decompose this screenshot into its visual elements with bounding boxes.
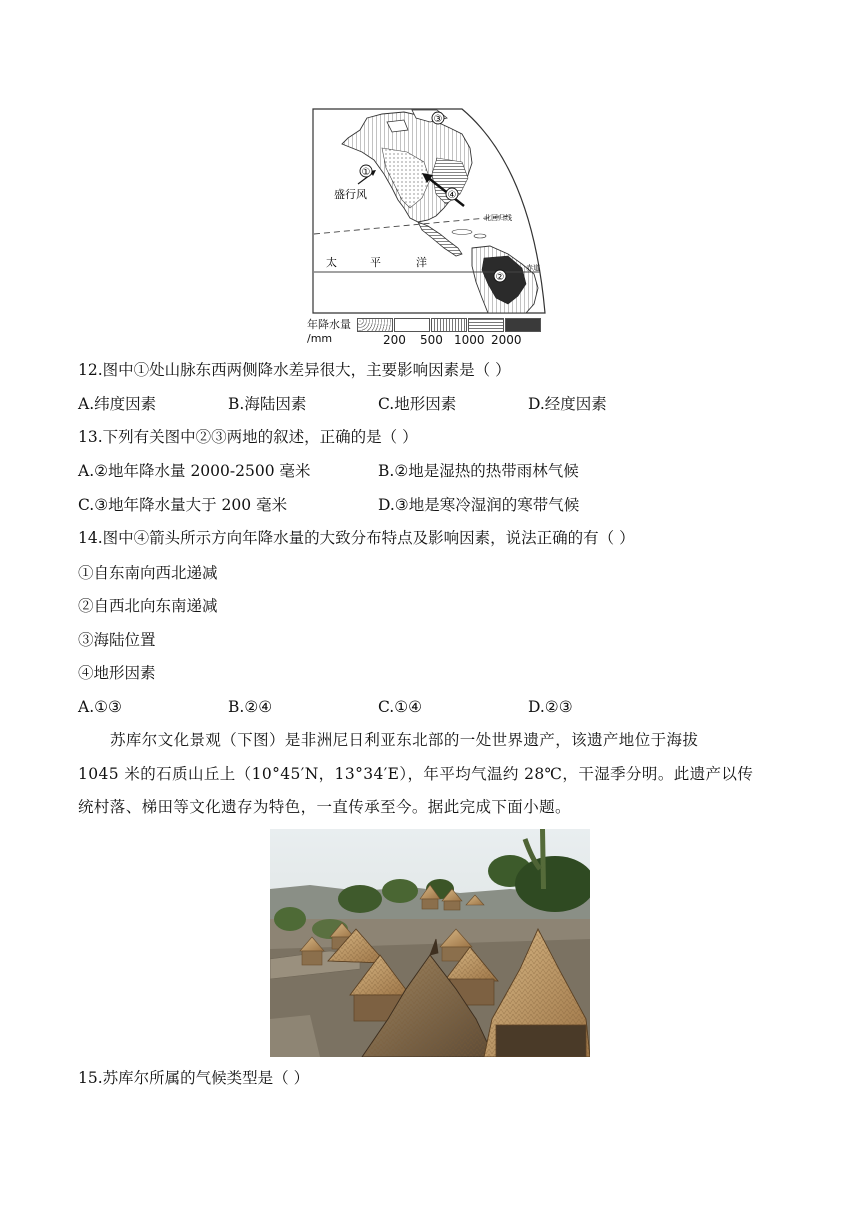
q13-option-b[interactable]: B.②地是湿热的热带雨林气候	[378, 462, 579, 480]
question-13-stem: 13.下列有关图中②③两地的叙述，正确的是（ ）	[78, 428, 418, 446]
passage-line-2: 1045 米的石质山丘上（10°45′N，13°34′E），年平均气温约 28℃，干湿季分明。此遗产以传	[78, 765, 754, 783]
question-12-stem: 12.图中①处山脉东西两侧降水差异很大，主要影响因素是（ ）	[78, 361, 511, 379]
sukur-landscape-illustration	[270, 829, 590, 1057]
q12-option-b[interactable]: B.海陆因素	[228, 395, 307, 413]
legend-swatch-lt200	[357, 318, 393, 332]
precipitation-legend	[307, 314, 547, 346]
question-14-stem: 14.图中④箭头所示方向年降水量的大致分布特点及影响因素，说法正确的有（ ）	[78, 529, 635, 547]
q14-item-4: ④地形因素	[78, 664, 156, 682]
americas-precipitation-map	[312, 108, 546, 315]
q14-item-3: ③海陆位置	[78, 631, 156, 649]
legend-unit: /mm	[307, 332, 333, 345]
ocean-label-1: 太	[326, 256, 337, 269]
legend-swatch-500-1000	[431, 318, 467, 332]
sukur-village-photo	[270, 829, 590, 1057]
legend-title: 年降水量	[307, 318, 351, 331]
ocean-label-2: 平	[370, 256, 381, 269]
q14-item-2: ②自西北向东南递减	[78, 597, 218, 615]
q14-item-1: ①自东南向西北递减	[78, 564, 218, 582]
marker-3: ③	[433, 114, 443, 125]
precipitation-map-figure	[307, 108, 547, 346]
marker-1: ①	[361, 167, 371, 178]
q13-option-a[interactable]: A.②地年降水量 2000-2500 毫米	[78, 462, 311, 480]
equator-label: 赤道	[526, 264, 540, 272]
q12-option-d[interactable]: D.经度因素	[528, 395, 607, 413]
q12-option-a[interactable]: A.纬度因素	[78, 395, 157, 413]
q14-option-d[interactable]: D.②③	[528, 698, 573, 716]
q13-option-d[interactable]: D.③地是寒冷湿润的寒带气候	[378, 496, 580, 514]
legend-value-500: 500	[420, 333, 443, 347]
ocean-label-3: 洋	[416, 256, 427, 269]
q12-option-c[interactable]: C.地形因素	[378, 395, 457, 413]
marker-2: ②	[495, 272, 505, 283]
marker-4: ④	[447, 190, 457, 201]
q14-option-a[interactable]: A.①③	[78, 698, 122, 716]
passage-line-3: 统村落、梯田等文化遗存为特色，一直传承至今。据此完成下面小题。	[78, 798, 571, 816]
q14-option-c[interactable]: C.①④	[378, 698, 423, 716]
legend-value-1000: 1000	[454, 333, 485, 347]
legend-swatch-1000-2000	[468, 318, 504, 332]
q13-option-c[interactable]: C.③地年降水量大于 200 毫米	[78, 496, 288, 514]
tropic-label: 北回归线	[484, 214, 512, 222]
q14-option-b[interactable]: B.②④	[228, 698, 273, 716]
legend-value-2000: 2000	[491, 333, 522, 347]
wind-label: 盛行风	[334, 188, 367, 201]
question-15-stem: 15.苏库尔所属的气候类型是（ ）	[78, 1069, 310, 1087]
passage-line-1: 苏库尔文化景观（下图）是非洲尼日利亚东北部的一处世界遗产，该遗产地位于海拔	[110, 731, 699, 749]
legend-swatch-200-500	[394, 318, 430, 332]
legend-value-200: 200	[383, 333, 406, 347]
legend-swatch-gt2000	[505, 318, 541, 332]
